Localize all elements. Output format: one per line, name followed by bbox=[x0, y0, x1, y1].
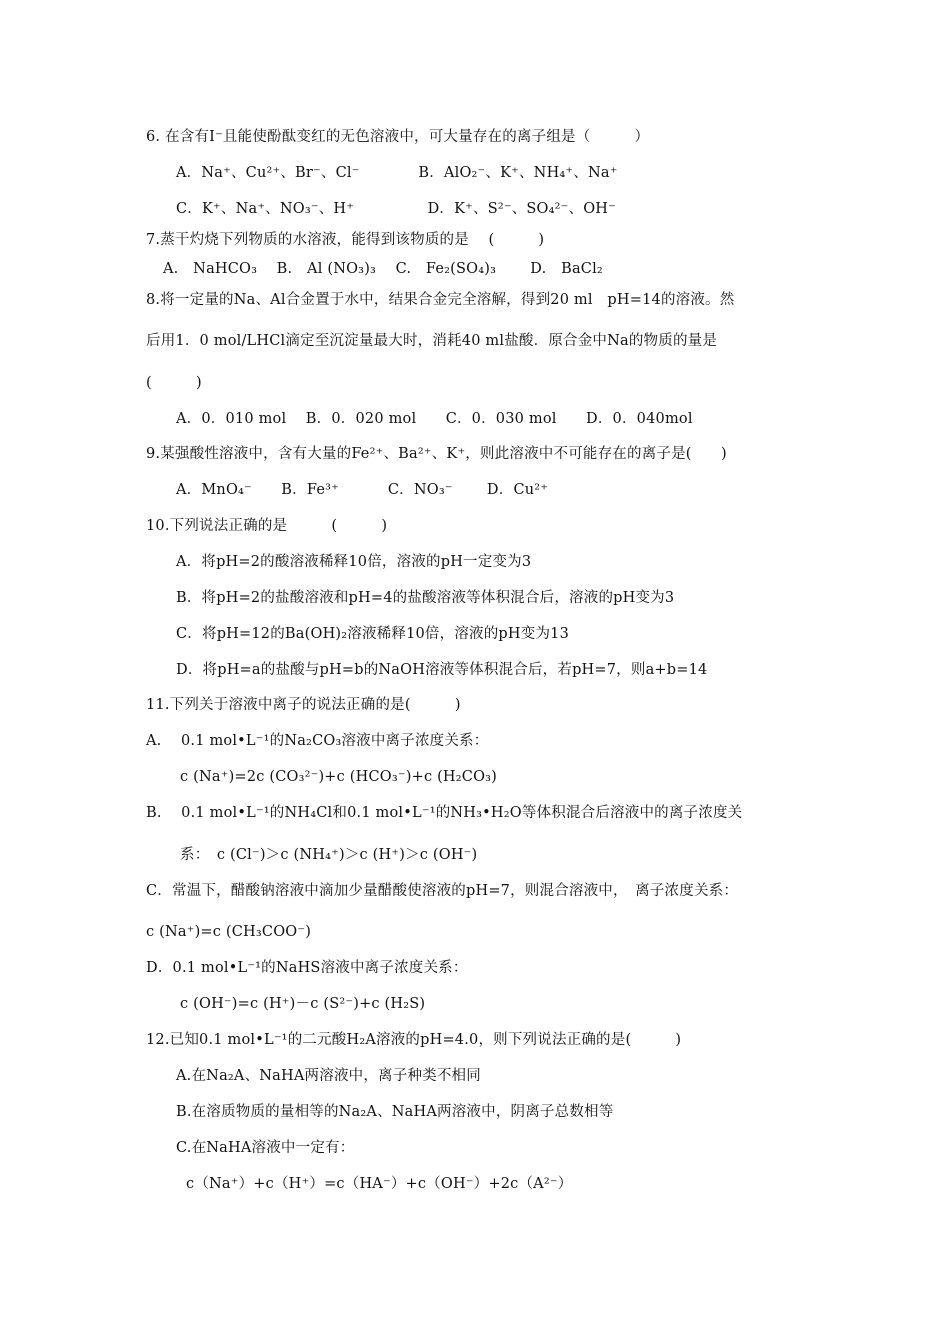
question-10-stem: 10.下列说法正确的是 ( ) bbox=[146, 518, 388, 534]
question-12-option-c: C.在NaHA溶液中一定有： bbox=[176, 1140, 355, 1156]
question-10-option-c: C．将pH=12的Ba(OH)₂溶液稀释10倍，溶液的pH变为13 bbox=[176, 626, 570, 642]
question-8-stem-line-2: 后用1．0 mol/LHCl滴定至沉淀量最大时，消耗40 ml盐酸．原合金中Na的物质的量是 bbox=[146, 333, 718, 349]
question-11-option-a: A. 0.1 mol•L⁻¹的Na₂CO₃溶液中离子浓度关系： bbox=[146, 733, 489, 749]
question-11-option-b: B. 0.1 mol•L⁻¹的NH₄Cl和0.1 mol•L⁻¹的NH₃•H₂O等体积混合后溶液中的离子浓度关 bbox=[146, 805, 743, 821]
question-12-option-a: A.在Na₂A、NaHA两溶液中，离子种类不相同 bbox=[176, 1068, 481, 1084]
question-7-options: A. NaHCO₃ B. Al (NO₃)₃ C. Fe₂(SO₄)₃ D. BaCl₂ bbox=[163, 261, 603, 277]
question-11-option-d: D．0.1 mol•L⁻¹的NaHS溶液中离子浓度关系： bbox=[146, 960, 468, 976]
question-7-stem: 7.蒸干灼烧下列物质的水溶液，能得到该物质的是 ( ) bbox=[146, 232, 545, 248]
question-12-option-c-formula: c（Na⁺）+c（H⁺）=c（HA⁻）+c（OH⁻）+2c（A²⁻） bbox=[186, 1176, 573, 1192]
question-10-option-a: A．将pH=2的酸溶液稀释10倍，溶液的pH一定变为3 bbox=[176, 554, 532, 570]
question-11-option-d-formula: c (OH⁻)=c (H⁺)－c (S²⁻)+c (H₂S) bbox=[180, 996, 426, 1012]
question-11-option-c: C．常温下，醋酸钠溶液中滴加少量醋酸使溶液的pH=7，则混合溶液中， 离子浓度关系： bbox=[146, 883, 739, 899]
question-8-stem-line-1: 8.将一定量的Na、Al合金置于水中，结果合金完全溶解，得到20 ml pH=14的溶液。然 bbox=[146, 292, 735, 308]
question-11-stem: 11.下列关于溶液中离子的说法正确的是( ) bbox=[146, 697, 461, 713]
question-6-options-cd: C．K⁺、Na⁺、NO₃⁻、H⁺ D．K⁺、S²⁻、SO₄²⁻、OH⁻ bbox=[176, 201, 617, 217]
question-11-option-b-formula: 系： c (Cl⁻)＞c (NH₄⁺)＞c (H⁺)＞c (OH⁻) bbox=[180, 847, 478, 863]
question-10-option-b: B．将pH=2的盐酸溶液和pH=4的盐酸溶液等体积混合后，溶液的pH变为3 bbox=[176, 590, 675, 606]
question-10-option-d: D．将pH=a的盐酸与pH=b的NaOH溶液等体积混合后，若pH=7，则a+b=14 bbox=[176, 662, 708, 678]
question-6-stem: 6. 在含有I⁻且能使酚酞变红的无色溶液中，可大量存在的离子组是（ ） bbox=[146, 129, 650, 145]
question-9-options: A．MnO₄⁻ B．Fe³⁺ C．NO₃⁻ D．Cu²⁺ bbox=[176, 482, 549, 498]
question-12-option-b: B.在溶质物质的量相等的Na₂A、NaHA两溶液中，阴离子总数相等 bbox=[176, 1104, 614, 1120]
question-6-options-ab: A．Na⁺、Cu²⁺、Br⁻、Cl⁻ B．AlO₂⁻、K⁺、NH₄⁺、Na⁺ bbox=[176, 165, 618, 181]
question-9-stem: 9.某强酸性溶液中，含有大量的Fe²⁺、Ba²⁺、K⁺，则此溶液中不可能存在的离子是( ) bbox=[146, 446, 727, 462]
question-11-option-c-formula: c (Na⁺)=c (CH₃COO⁻) bbox=[146, 924, 312, 940]
question-8-options: A．0．010 mol B．0．020 mol C．0．030 mol D．0．040mol bbox=[176, 411, 693, 427]
question-12-stem: 12.已知0.1 mol•L⁻¹的二元酸H₂A溶液的pH=4.0，则下列说法正确的是( ) bbox=[146, 1032, 682, 1048]
question-11-option-a-formula: c (Na⁺)=2c (CO₃²⁻)+c (HCO₃⁻)+c (H₂CO₃) bbox=[180, 769, 498, 785]
question-8-answer-blank: ( ) bbox=[146, 375, 202, 391]
